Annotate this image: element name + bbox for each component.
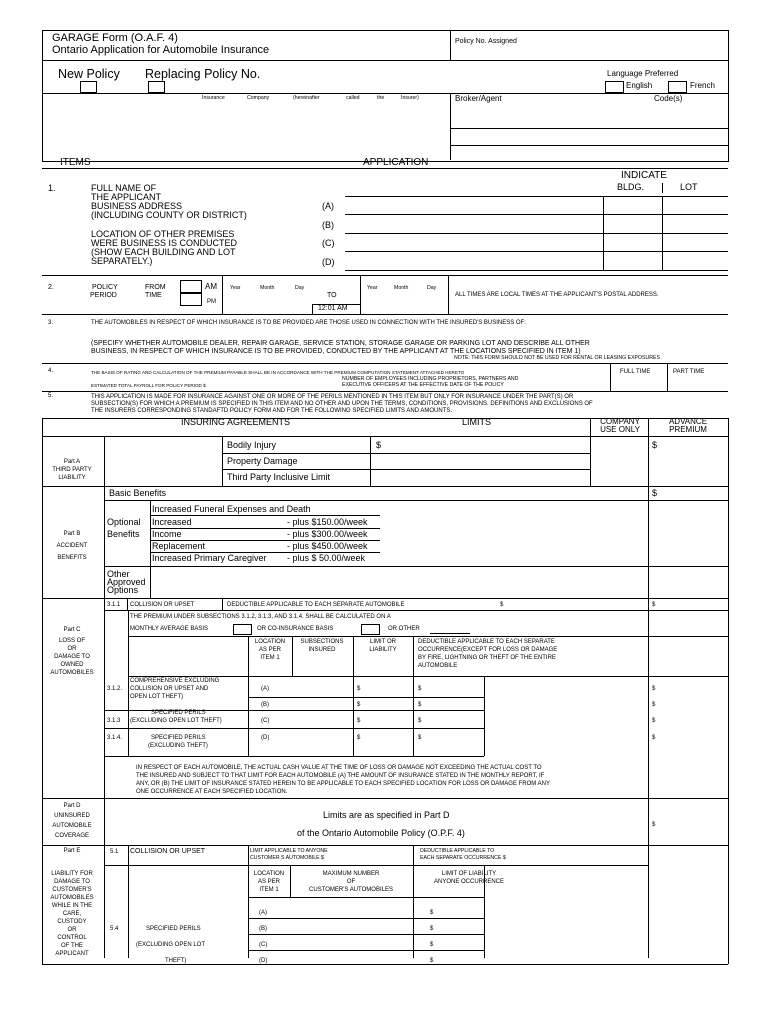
part-d-label: AUTOMOBILE: [52, 823, 92, 829]
policy-period-label: POLICY: [92, 284, 118, 291]
ref-c: (C): [259, 942, 268, 948]
limits-heading: LIMITS: [462, 417, 492, 427]
respect-text: ANY, OR (B) THE LIMIT OF INSURANCE STATED HEREIN TO BE APPLICABLE TO EACH SPECIFIED LOCATION FOR LOSS OR DAMAGE FROM ANY: [136, 781, 550, 787]
language-preferred-label: Language Preferred: [607, 69, 679, 78]
limit-liability-heading: ANYONE OCCURRENCE: [433, 879, 504, 885]
pm-label: PM: [207, 299, 216, 305]
deductible-label: DEDUCTIBLE APPLICABLE TO: [420, 848, 495, 854]
insurer-caption: Company: [247, 95, 270, 101]
item1-label: LOCATION OF OTHER PREMISES: [91, 229, 235, 239]
item4-payroll: ESTIMATED TOTAL PAYROLL FOR POLICY PERIOD $: [91, 383, 206, 388]
respect-text: IN RESPECT OF EACH AUTOMOBILE, THE ACTUAL CASH VALUE AT THE TIME OF LOSS OR DAMAGE NOT EXCEEDING THE ACTUAL COST TO: [136, 765, 542, 771]
subsection-number: 3.1.1: [107, 602, 121, 608]
monthly-basis-label: MONTHLY AVERAGE BASIS: [130, 626, 209, 632]
french-checkbox[interactable]: [668, 81, 687, 93]
part-e-side-label: CONTROL: [57, 935, 87, 941]
divider: [42, 391, 728, 392]
divider: [448, 276, 449, 314]
location-heading: ITEM 1: [259, 887, 279, 893]
year-label: Year: [367, 285, 378, 291]
divider: [128, 676, 129, 756]
divider: [610, 363, 611, 391]
divider: [222, 276, 223, 314]
plus-150-label: - plus $150.00/week: [287, 517, 368, 527]
part-e-side-label: WHILE IN THE: [51, 903, 93, 909]
max-number-heading: OF: [346, 879, 356, 885]
english-checkbox[interactable]: [605, 81, 624, 93]
divider: [590, 436, 591, 486]
divider: [42, 60, 728, 61]
location-heading: LOCATION: [253, 871, 285, 877]
divider: [248, 697, 484, 698]
item-number: 5.: [48, 393, 54, 399]
divider: [648, 436, 649, 958]
part-c-label: OWNED: [60, 662, 84, 668]
property-damage-label: Property Damage: [227, 456, 298, 466]
divider: [150, 566, 151, 598]
deductible-long-heading: AUTOMOBILE: [418, 663, 458, 669]
item3-note: NOTE: THIS FORM SHOULD NOT BE USED FOR RENTAL OR LEASING EXPOSURES: [454, 355, 660, 361]
deductible-long-heading: DEDUCTIBLE APPLICABLE TO EACH SEPARATE: [418, 639, 555, 645]
item4-text: THE BASIS OF RATING AND CALCULATION OF THE PREMIUM PAYABLE SHALL BE IN ACCORDANCE WITH THE PREMIUM COMPUTATION STATEMENT ATTACHED HERETO: [91, 370, 465, 375]
or-other-label: OR OTHER: [388, 626, 420, 632]
dollar-sign: $: [430, 910, 434, 916]
insuring-agreements-heading: INSURING AGREEMENTS: [181, 417, 291, 427]
specified-label: SPECIFIED PERILS: [151, 710, 206, 716]
plus-450-label: - plus $450.00/week: [287, 541, 368, 551]
ref-a: (A): [261, 686, 269, 692]
english-label: English: [626, 81, 653, 90]
subsection-number: 3.1.2.: [107, 686, 123, 692]
ref-b: (B): [322, 220, 334, 230]
divider: [128, 845, 129, 958]
divider: [248, 845, 249, 958]
divider: [248, 950, 484, 951]
indicate-heading: INDICATE: [621, 170, 667, 181]
part-e-side-label: CUSTOMER'S: [52, 887, 92, 893]
divider: [127, 598, 128, 610]
ref-c: (C): [261, 718, 270, 724]
divider: [450, 128, 728, 129]
divider: [248, 636, 249, 756]
ref-a: (A): [259, 910, 267, 916]
divider: [150, 500, 151, 566]
item1-label: THE APPLICANT: [91, 192, 162, 202]
part-a-label: LIABILITY: [58, 475, 86, 481]
part-e-side-label: AUTOMOBILES: [50, 895, 94, 901]
divider: [484, 676, 485, 756]
item4-employees: NUMBER OF EMPLOYEES INCLUDING PROPRIETORS, PARTNERS AND: [342, 376, 519, 382]
part-c-label: OR: [67, 646, 77, 652]
inc-primary-label: Increased Primary Caregiver: [152, 553, 267, 563]
divider: [312, 304, 360, 305]
ref-b: (B): [261, 702, 269, 708]
divider: [104, 566, 728, 567]
divider: [353, 636, 354, 756]
form-subtitle: Ontario Application for Automobile Insurance: [52, 44, 270, 56]
day-label: Day: [427, 285, 437, 291]
comp-label: COMPREHENSIVE EXCLUDING: [130, 678, 220, 684]
other-options-label: Other: [107, 569, 130, 579]
divider: [248, 934, 484, 935]
codes-label: Code(s): [654, 94, 683, 103]
company-use-heading: COMPANY: [600, 417, 640, 426]
to-time: 12:01 AM: [318, 305, 348, 312]
basic-benefits-label: Basic Benefits: [109, 488, 167, 498]
divider: [450, 30, 451, 60]
item3-specify: BUSINESS, IN RESPECT OF WHICH INSURANCE IS TO BE PROVIDED, CONDUCTED BY THE APPLICANT AT THE LOCATIONS SPECIFIED IN ITEM 1): [91, 348, 581, 355]
part-time-label: PART TIME: [673, 369, 705, 375]
lot-heading: LOT: [680, 182, 698, 192]
dollar-sign: $: [652, 686, 656, 692]
part-e-side-label: APPLICANT: [55, 951, 89, 957]
insurer-caption: called: [346, 95, 360, 101]
comp-label: COLLISION OR UPSET AND: [130, 686, 209, 692]
item-number: 2.: [48, 284, 54, 291]
insurer-caption: Insurance: [202, 95, 225, 101]
item1-label: (SHOW EACH BUILDING AND LOT: [91, 247, 236, 257]
table-right-border: [728, 418, 729, 964]
subsection-number: 5.4: [110, 926, 119, 932]
divider: [104, 756, 484, 757]
location-heading: LOCATION: [254, 639, 286, 645]
divider: [603, 196, 604, 270]
replacing-policy-checkbox[interactable]: [148, 81, 165, 93]
item3-specify: (SPECIFY WHETHER AUTOMOBILE DEALER, REPAIR GARAGE, SERVICE STATION, STORAGE GARAGE OR PARKING LOT AND DESCRIBE ALL OTHER: [91, 340, 590, 347]
part-e-side-label: LIABILITY FOR: [51, 871, 93, 877]
month-label: Month: [394, 285, 409, 291]
part-a-label: THIRD PARTY: [52, 467, 92, 473]
divider: [222, 469, 590, 470]
divider: [42, 275, 728, 276]
divider: [484, 865, 485, 958]
item3-text: THE AUTOMOBILES IN RESPECT OF WHICH INSURANCE IS TO BE PROVIDED ARE THOSE USED IN CONNECTION WITH THE INSURED'S BUSINESS OF:: [91, 320, 526, 326]
item5-text: THE INSURERS CORRESPONDING STANDAFTD POLICY FORM AND FOR THE FOLLOWING SPECIFIED LIMITS AND AMOUNTS.: [91, 408, 453, 414]
item5-text: SUBSECTION(S) FOR WHICH A PREMIUM IS SPECIFIED IN THIS ITEM AND NO OTHER AND UPON THE TERMS, CONDITIONS, PROVISIONS. DEFINITIONS AND EXCLUSIONS OF: [91, 401, 593, 407]
french-label: French: [690, 81, 715, 90]
divider: [222, 598, 223, 610]
item1-label: (INCLUDING COUNTY OR DISTRICT): [91, 210, 247, 220]
specified-label: SPECIFIED PERILS: [151, 735, 206, 741]
location-heading: AS PER: [257, 879, 280, 885]
bodily-injury-label: Bodily Injury: [227, 440, 277, 450]
part-c-label: AUTOMOBILES: [50, 670, 94, 676]
from-label: FROM: [145, 284, 166, 291]
replacement-label: Replacement: [152, 541, 206, 551]
divider: [648, 418, 649, 436]
theft-label: THEFT): [165, 958, 187, 964]
divider: [222, 436, 223, 486]
divider: [128, 636, 728, 637]
divider: [312, 304, 313, 314]
part-c-label: Part C: [63, 627, 81, 633]
dollar-sign: $: [430, 942, 434, 948]
collision-label: COLLISION OR UPSET: [130, 602, 195, 608]
dollar-sign: $: [357, 686, 361, 692]
from-time-field[interactable]: [180, 280, 202, 293]
table-bottom-border: [42, 964, 728, 965]
subsection-number: 5.1: [110, 849, 119, 855]
item4-employees: EXECUTIVE OFFICERS AT THE EFFECTIVE DATE OF THE POLICY: [342, 382, 504, 388]
item5-text: THIS APPLICATION IS MADE FOR INSURANCE AGAINST ONE OR MORE OF THE PERILS MENTIONED IN THIS ITEM BUT ONLY FOR INSURANCE UNDER THE PART(S) OR: [91, 394, 574, 400]
part-d-label: Part D: [63, 803, 81, 809]
subsection-number: 3.1.4.: [107, 735, 123, 741]
specified-label: (EXCLUDING THEFT): [148, 743, 208, 749]
divider: [128, 676, 728, 677]
dollar-sign: $: [418, 686, 422, 692]
divider: [42, 363, 728, 364]
insurer-caption: (hereinafter: [293, 95, 320, 101]
other-options-label: Approved: [107, 577, 146, 587]
company-use-heading: USE ONLY: [600, 425, 640, 434]
dollar-sign: $: [357, 735, 361, 741]
dollar-sign: $: [652, 440, 658, 450]
limits-partd-text: Limits are as specified in Part D: [323, 810, 450, 820]
item1-label: SEPARATELY.): [91, 256, 153, 266]
divider: [42, 486, 728, 487]
part-a-label: Part A: [63, 459, 81, 465]
divider: [42, 436, 728, 437]
advance-premium-heading: PREMIUM: [669, 425, 707, 434]
divider: [42, 314, 728, 315]
dollar-sign: $: [652, 735, 656, 741]
monthly-basis-checkbox[interactable]: [233, 624, 252, 635]
ref-d: (D): [261, 735, 270, 741]
policy-no-assigned-label: Policy No. Assigned: [455, 38, 517, 45]
specified-label: SPECIFIED PERILS: [146, 926, 201, 932]
part-e-side-label: CUSTODY: [57, 919, 87, 925]
deductible-each-label: DEDUCTIBLE APPLICABLE TO EACH SEPARATE AUTOMOBILE: [227, 602, 405, 608]
other-basis-field[interactable]: [430, 633, 470, 634]
collision-label: COLLISION OR UPSET: [130, 848, 206, 855]
divider: [413, 845, 414, 958]
policy-period-label: PERIOD: [90, 292, 117, 299]
divider: [104, 436, 105, 958]
subsection-number: 3.1.3: [107, 718, 121, 724]
dollar-sign: $: [652, 718, 656, 724]
divider: [667, 363, 668, 391]
address-line[interactable]: [345, 270, 728, 271]
item1-label: WERE BUSINESS IS CONDUCTED: [91, 238, 238, 248]
new-policy-checkbox[interactable]: [80, 81, 97, 93]
divider: [292, 636, 293, 676]
part-e-side-label: DAMAGE TO: [54, 879, 90, 885]
time-note: ALL TIMES ARE LOCAL TIMES AT THE APPLICANT'S POSTAL ADDRESS.: [455, 292, 659, 298]
coinsurance-label: OR CO-INSURANCE BASIS: [257, 626, 334, 632]
ref-a: (A): [322, 201, 334, 211]
divider: [248, 897, 484, 898]
divider: [42, 845, 728, 846]
address-line[interactable]: [345, 196, 728, 197]
optional-label: Optional: [107, 517, 141, 527]
item-number: 3.: [48, 320, 54, 326]
bldg-heading: BLDG.: [617, 182, 645, 192]
from-label: TIME: [145, 292, 162, 299]
dollar-sign: $: [418, 702, 422, 708]
divider: [450, 145, 728, 146]
divider: [104, 728, 484, 729]
max-number-heading: MAXIMUM NUMBER: [322, 871, 380, 877]
benefits-label: Benefits: [107, 529, 140, 539]
am-label: AM: [205, 282, 217, 291]
part-c-label: DAMAGE TO: [54, 654, 90, 660]
divider: [248, 918, 484, 919]
dollar-sign: $: [652, 488, 658, 498]
dollar-sign: $: [357, 718, 361, 724]
divider: [370, 436, 371, 486]
divider: [104, 500, 728, 501]
inclusive-limit-label: Third Party Inclusive Limit: [227, 472, 331, 482]
max-number-heading: CUSTOMER'S AUTOMOBILES: [309, 887, 393, 893]
part-b-label: Part B: [63, 531, 81, 537]
from-time-field[interactable]: [180, 293, 202, 306]
dollar-sign: $: [376, 440, 382, 450]
divider: [42, 798, 728, 799]
subsections-heading: SUBSECTIONS: [300, 639, 344, 645]
dollar-sign: $: [500, 602, 504, 608]
application-heading: APPLICATION: [363, 157, 429, 168]
part-b-label: BENEFITS: [57, 555, 87, 561]
deductible-label: EACH SEPARATE OCCURRENCE $: [420, 855, 506, 861]
limit-liability-heading: LIMIT OR: [370, 639, 396, 645]
divider: [104, 865, 648, 866]
divider: [413, 636, 414, 756]
year-label: Year: [230, 285, 241, 291]
to-label: TO: [327, 292, 337, 299]
limit-anyone-label: CUSTOMER S AUTOMOBILE $: [250, 855, 324, 861]
part-c-label: LOSS OF: [58, 638, 85, 644]
item1-label: FULL NAME OF: [91, 183, 157, 193]
divider: [450, 93, 451, 160]
deductible-long-heading: BY FIRE, LIGHTNING OR THEFT OF THE ENTIRE: [418, 655, 556, 661]
location-heading: AS PER: [258, 647, 281, 653]
divider: [42, 93, 728, 94]
limit-liability-heading: LIMIT OF LIABILITY: [441, 871, 497, 877]
item-number: 4.: [48, 368, 54, 374]
deductible-long-heading: OCCURRENCE(EXCEPT FOR LOSS OR DAMAGE: [418, 647, 558, 653]
day-label: Day: [295, 285, 305, 291]
respect-text: THE INSURED AND SUBJECT TO THAT LIMIT FOR EACH AUTOMOBILE (A) THE AMOUNT OF INSURANCE STATED IN THE MONTHLY REPORT, IF: [136, 773, 545, 779]
full-time-label: FULL TIME: [620, 369, 651, 375]
specified-label: (EXCLUDING OPEN LOT THEFT): [130, 718, 222, 724]
ref-b: (B): [259, 926, 267, 932]
divider: [150, 515, 380, 516]
plus-50-label: - plus $ 50.00/week: [287, 553, 366, 563]
plus-300-label: - plus $300.00/week: [287, 529, 368, 539]
part-d-label: COVERAGE: [54, 833, 89, 839]
new-policy-label: New Policy: [58, 67, 120, 81]
address-line[interactable]: [345, 251, 728, 252]
divider: [42, 168, 728, 169]
replacing-policy-label: Replacing Policy No.: [145, 67, 261, 81]
excluding-label: (EXCLUDING OPEN LOT: [136, 942, 206, 948]
divider: [128, 610, 129, 676]
address-line[interactable]: [345, 214, 728, 215]
dollar-sign: $: [430, 926, 434, 932]
part-d-label: UNINSURED: [54, 813, 90, 819]
item-number: 1.: [48, 183, 56, 193]
ref-c: (C): [322, 238, 335, 248]
divider: [42, 598, 728, 599]
divider: [290, 865, 291, 897]
divider: [104, 610, 728, 611]
premium-note: THE PREMIUM UNDER SUBSECTIONS 3.1.2, 3.1.3, AND 3.1.4. SHALL BE CALCULATED ON A: [130, 614, 391, 620]
income-label: Income: [152, 529, 182, 539]
part-e-side-label: OR: [67, 927, 77, 933]
part-e-label: Part E: [63, 848, 81, 854]
address-line[interactable]: [345, 233, 728, 234]
dollar-sign: $: [652, 602, 656, 608]
increased-label: Increased: [152, 517, 192, 527]
insurer-caption: the: [377, 95, 385, 101]
respect-text: ONE OCCURRENCE AT EACH SPECIFIED LOCATION.: [136, 789, 288, 795]
part-b-label: ACCIDENT: [56, 543, 88, 549]
divider: [662, 196, 663, 270]
part-e-side-label: CARE,: [62, 911, 82, 917]
part-e-side-label: OF THE: [61, 943, 83, 949]
location-heading: ITEM 1: [260, 655, 280, 661]
coinsurance-checkbox[interactable]: [361, 624, 380, 635]
dollar-sign: $: [418, 718, 422, 724]
ref-d: (D): [322, 257, 335, 267]
limits-partd-text: of the Ontario Automobile Policy (O.P.F. 4): [297, 828, 465, 838]
month-label: Month: [260, 285, 275, 291]
items-heading: ITEMS: [60, 157, 91, 168]
divider: [360, 276, 361, 314]
divider: [590, 418, 591, 436]
subsections-heading: INSURED: [308, 647, 336, 653]
dollar-sign: $: [430, 958, 434, 964]
limit-anyone-label: LIMIT APPLICABLE TO ANYONE: [250, 848, 328, 854]
form-title: GARAGE Form (O.A.F. 4): [52, 32, 178, 44]
insurer-caption: Insurer): [401, 95, 419, 101]
other-options-label: Options: [107, 585, 139, 595]
advance-premium-heading: ADVANCE: [668, 417, 708, 426]
divider: [222, 453, 590, 454]
dollar-sign: $: [652, 702, 656, 708]
broker-agent-label: Broker/Agent: [455, 94, 502, 103]
ref-d: (D): [259, 958, 268, 964]
divider: [662, 183, 663, 193]
item1-label: BUSINESS ADDRESS: [91, 201, 183, 211]
inc-funeral-label: Increased Funeral Expenses and Death: [152, 504, 311, 514]
dollar-sign: $: [652, 822, 656, 828]
limit-liability-heading: LIABILITY: [369, 647, 397, 653]
dollar-sign: $: [357, 702, 361, 708]
dollar-sign: $: [418, 735, 422, 741]
comp-label: OPEN LOT THEFT): [130, 694, 184, 700]
